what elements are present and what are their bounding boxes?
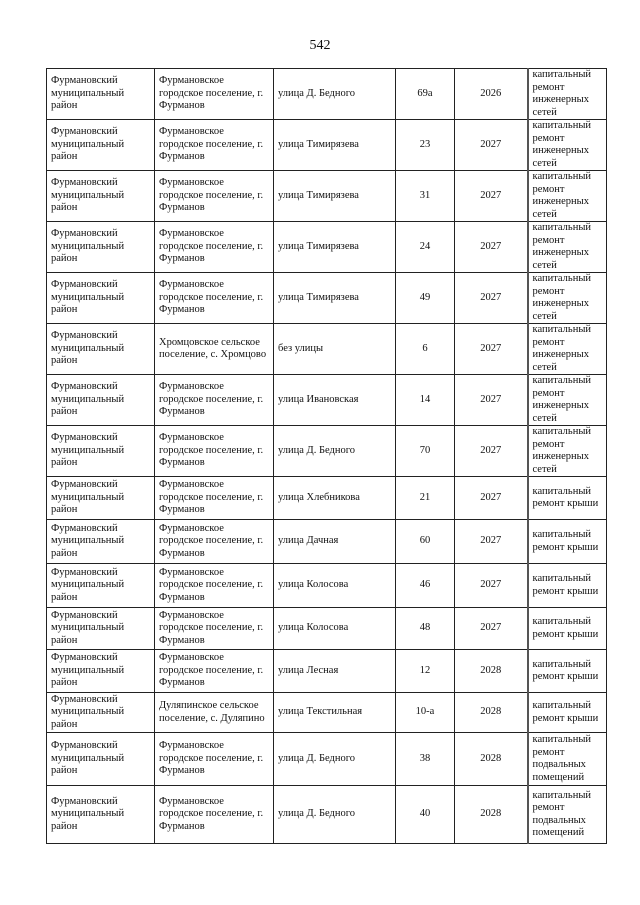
cell-year: 2027 (455, 324, 528, 375)
repair-schedule-table (46, 68, 607, 844)
cell-work: капитальный ремонт инженерных сетей (528, 426, 607, 477)
cell-house: 12 (396, 650, 455, 693)
cell-street: улица Ивановская (274, 375, 396, 426)
cell-district: Фурмановский муниципальный район (47, 375, 155, 426)
cell-house: 48 (396, 608, 455, 650)
table-row (47, 120, 607, 171)
cell-house: 21 (396, 477, 455, 520)
cell-district: Фурмановский муниципальный район (47, 608, 155, 650)
cell-work: капитальный ремонт крыши (528, 608, 607, 650)
cell-street: улица Лесная (274, 650, 396, 693)
cell-settlement: Фурмановское городское поселение, г. Фурманов (155, 171, 274, 222)
cell-district: Фурмановский муниципальный район (47, 564, 155, 608)
cell-year: 2027 (455, 222, 528, 273)
table-row (47, 693, 607, 733)
table-row (47, 564, 607, 608)
table-row (47, 426, 607, 477)
cell-work: капитальный ремонт крыши (528, 693, 607, 733)
cell-settlement: Фурмановское городское поселение, г. Фурманов (155, 273, 274, 324)
cell-work: капитальный ремонт инженерных сетей (528, 69, 607, 120)
cell-settlement: Фурмановское городское поселение, г. Фурманов (155, 733, 274, 786)
cell-work: капитальный ремонт инженерных сетей (528, 120, 607, 171)
cell-settlement: Фурмановское городское поселение, г. Фурманов (155, 786, 274, 844)
cell-district: Фурмановский муниципальный район (47, 171, 155, 222)
cell-year: 2026 (455, 69, 528, 120)
cell-district: Фурмановский муниципальный район (47, 520, 155, 564)
cell-settlement: Фурмановское городское поселение, г. Фурманов (155, 564, 274, 608)
cell-house: 24 (396, 222, 455, 273)
cell-work: капитальный ремонт инженерных сетей (528, 273, 607, 324)
cell-work: капитальный ремонт крыши (528, 650, 607, 693)
cell-settlement: Фурмановское городское поселение, г. Фурманов (155, 222, 274, 273)
cell-street: улица Дачная (274, 520, 396, 564)
cell-settlement: Хромцовское сельское поселение, с. Хромцово (155, 324, 274, 375)
cell-year: 2027 (455, 171, 528, 222)
cell-street: улица Хлебникова (274, 477, 396, 520)
cell-street: улица Тимирязева (274, 222, 396, 273)
cell-work: капитальный ремонт инженерных сетей (528, 375, 607, 426)
cell-house: 31 (396, 171, 455, 222)
cell-house: 49 (396, 273, 455, 324)
cell-settlement: Фурмановское городское поселение, г. Фурманов (155, 477, 274, 520)
cell-year: 2027 (455, 120, 528, 171)
cell-street: улица Колосова (274, 608, 396, 650)
table-row (47, 520, 607, 564)
cell-house: 38 (396, 733, 455, 786)
table-row (47, 477, 607, 520)
cell-street: улица Текстильная (274, 693, 396, 733)
table-row (47, 608, 607, 650)
cell-house: 69а (396, 69, 455, 120)
cell-street: улица Д. Бедного (274, 733, 396, 786)
cell-work: капитальный ремонт крыши (528, 564, 607, 608)
cell-settlement: Фурмановское городское поселение, г. Фурманов (155, 520, 274, 564)
cell-year: 2027 (455, 426, 528, 477)
cell-year: 2028 (455, 733, 528, 786)
cell-house: 6 (396, 324, 455, 375)
cell-house: 46 (396, 564, 455, 608)
cell-year: 2028 (455, 693, 528, 733)
cell-settlement: Дуляпинское сельское поселение, с. Дуляпино (155, 693, 274, 733)
table-row (47, 69, 607, 120)
cell-district: Фурмановский муниципальный район (47, 477, 155, 520)
cell-house: 23 (396, 120, 455, 171)
cell-house: 10-а (396, 693, 455, 733)
cell-year: 2028 (455, 650, 528, 693)
cell-work: капитальный ремонт инженерных сетей (528, 324, 607, 375)
table-row (47, 650, 607, 693)
cell-district: Фурмановский муниципальный район (47, 426, 155, 477)
cell-year: 2027 (455, 564, 528, 608)
table-row (47, 222, 607, 273)
table-row (47, 375, 607, 426)
page-number: 542 (309, 38, 331, 53)
cell-year: 2027 (455, 520, 528, 564)
table-row (47, 733, 607, 786)
cell-settlement: Фурмановское городское поселение, г. Фурманов (155, 650, 274, 693)
cell-street: улица Д. Бедного (274, 426, 396, 477)
cell-street: улица Д. Бедного (274, 786, 396, 844)
cell-house: 70 (396, 426, 455, 477)
cell-district: Фурмановский муниципальный район (47, 786, 155, 844)
cell-work: капитальный ремонт крыши (528, 520, 607, 564)
table-row (47, 171, 607, 222)
cell-street: без улицы (274, 324, 396, 375)
cell-settlement: Фурмановское городское поселение, г. Фурманов (155, 375, 274, 426)
cell-year: 2027 (455, 477, 528, 520)
cell-settlement: Фурмановское городское поселение, г. Фурманов (155, 69, 274, 120)
cell-district: Фурмановский муниципальный район (47, 222, 155, 273)
table-row (47, 273, 607, 324)
cell-work: капитальный ремонт подвальных помещений (528, 733, 607, 786)
cell-house: 14 (396, 375, 455, 426)
cell-work: капитальный ремонт инженерных сетей (528, 171, 607, 222)
cell-work: капитальный ремонт подвальных помещений (528, 786, 607, 844)
cell-street: улица Тимирязева (274, 120, 396, 171)
table-row (47, 786, 607, 844)
cell-year: 2027 (455, 608, 528, 650)
cell-district: Фурмановский муниципальный район (47, 69, 155, 120)
cell-district: Фурмановский муниципальный район (47, 324, 155, 375)
cell-year: 2027 (455, 375, 528, 426)
cell-year: 2027 (455, 273, 528, 324)
cell-house: 40 (396, 786, 455, 844)
cell-street: улица Колосова (274, 564, 396, 608)
cell-district: Фурмановский муниципальный район (47, 273, 155, 324)
cell-district: Фурмановский муниципальный район (47, 693, 155, 733)
cell-street: улица Д. Бедного (274, 69, 396, 120)
cell-settlement: Фурмановское городское поселение, г. Фурманов (155, 608, 274, 650)
cell-street: улица Тимирязева (274, 273, 396, 324)
cell-year: 2028 (455, 786, 528, 844)
cell-house: 60 (396, 520, 455, 564)
cell-settlement: Фурмановское городское поселение, г. Фурманов (155, 120, 274, 171)
cell-work: капитальный ремонт инженерных сетей (528, 222, 607, 273)
cell-work: капитальный ремонт крыши (528, 477, 607, 520)
cell-street: улица Тимирязева (274, 171, 396, 222)
cell-district: Фурмановский муниципальный район (47, 733, 155, 786)
cell-district: Фурмановский муниципальный район (47, 120, 155, 171)
cell-district: Фурмановский муниципальный район (47, 650, 155, 693)
table-row (47, 324, 607, 375)
cell-settlement: Фурмановское городское поселение, г. Фурманов (155, 426, 274, 477)
